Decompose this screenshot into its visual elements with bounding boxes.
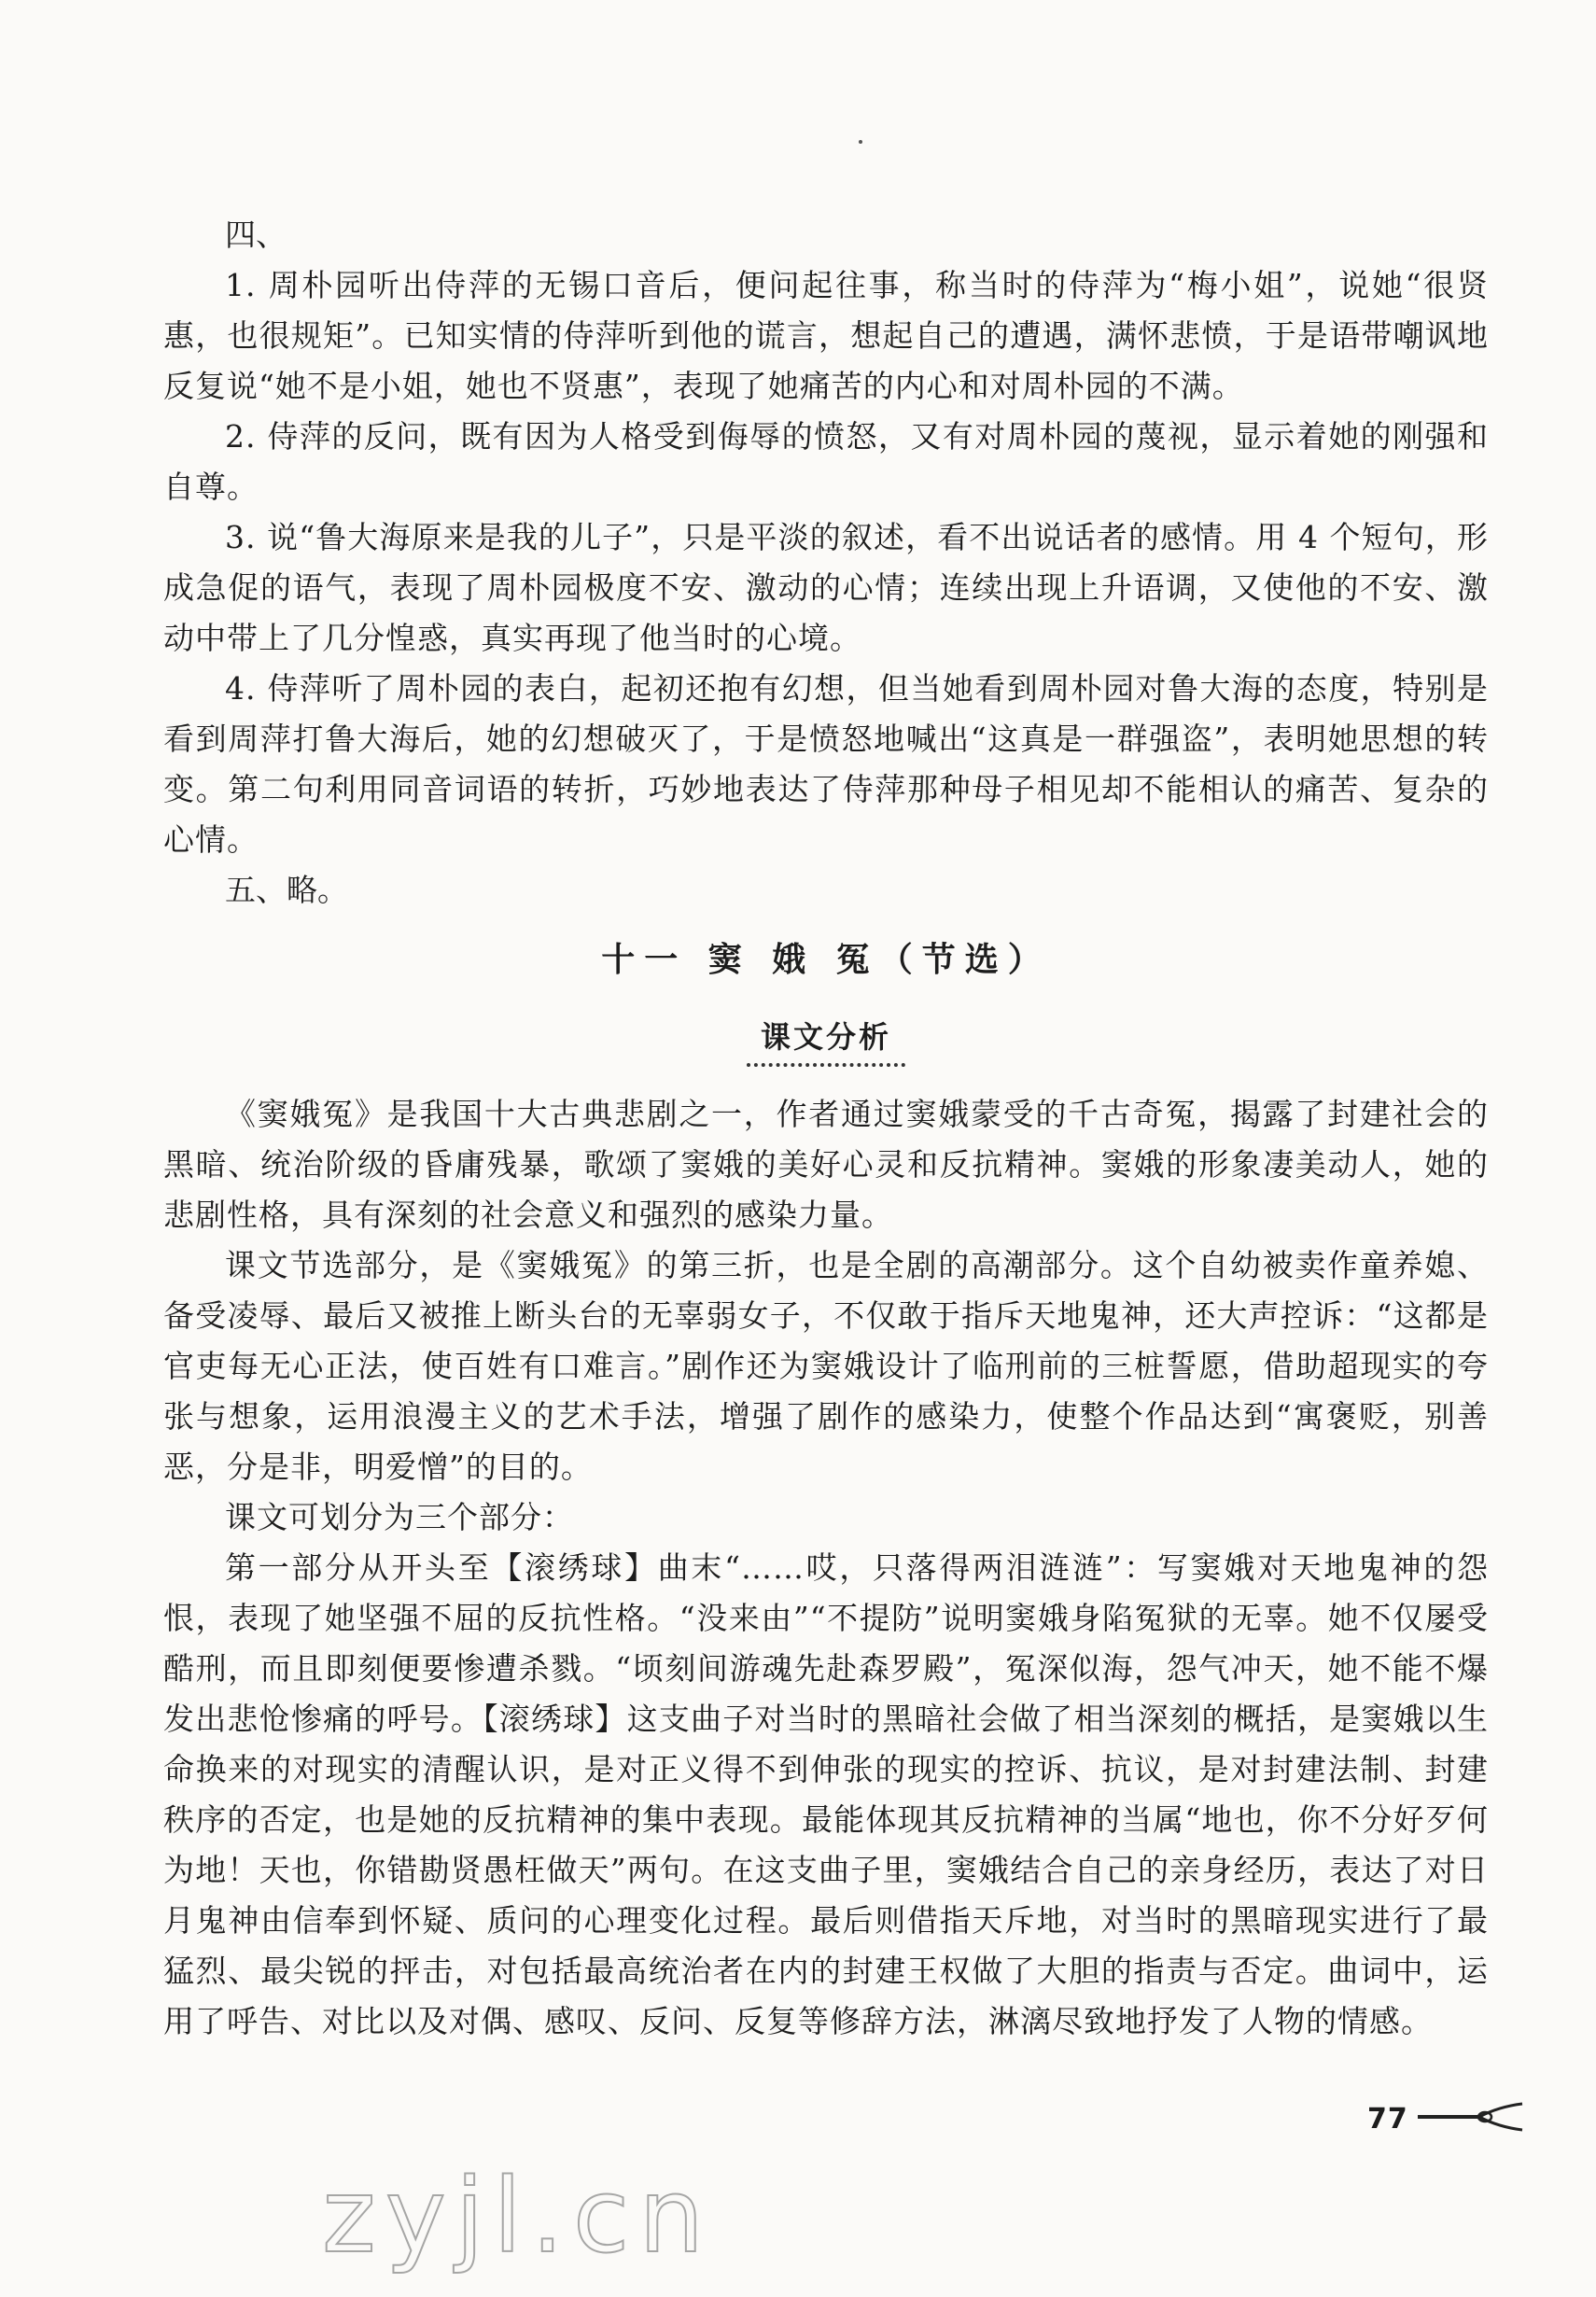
lesson-title: 十一 窦 娥 冤（节选） [601,941,1051,979]
analysis-paragraph-4: 第一部分从开头至【滚绣球】曲末“……哎，只落得两泪涟涟”：写窦娥对天地鬼神的怨恨，表现了她坚强不屈的反抗性格。“没来由”“不提防”说明窦娥身陷冤狱的无辜。她不仅屡受酷刑，而且即刻便要惨遭杀戮。“顷刻间游魂先赴森罗殿”，冤深似海，怨气冲天，她不能不爆发出悲怆惨痛的呼号。【滚绣球】这支曲子对当时的黑暗社会做了相当深刻的概括，是窦娥以生命换来的对现实的清醒认识，是对正义得不到伸张的现实的控诉、抗议，是对封建法制、封建秩序的否定，也是她的反抗精神的集中表现。最能体现其反抗精神的当属“地也，你不分好歹何为地！天也，你错勘贤愚枉做天”两句。在这支曲子里，窦娥结合自己的亲身经历，表达了对日月鬼神由信奉到怀疑、质问的心理变化过程。最后则借指天斥地，对当时的黑暗现实进行了最猛烈、最尖锐的抨击，对包括最高统治者在内的封建王权做了大胆的指责与否定。曲词中，运用了呼告、对比以及对偶、感叹、反问、反复等修辞方法，淋漓尽致地抒发了人物的情感。 [163,1549,1489,2039]
section-5-text: 五、略。 [225,872,348,908]
analysis-paragraph-1: 《窦娥冤》是我国十大古典悲剧之一，作者通过窦娥蒙受的千古奇冤，揭露了封建社会的黑暗、统治阶级的昏庸残暴，歌颂了窦娥的美好心灵和反抗精神。窦娥的形象凄美动人，她的悲剧性格，具有深刻的社会意义和强烈的感染力量。 [163,1096,1489,1233]
answer-item-2: 2. 侍萍的反问，既有因为人格受到侮辱的愤怒，又有对周朴园的蔑视，显示着她的刚强和自尊。 [163,418,1489,505]
watermark-text: zyjl.cn [322,2156,714,2276]
page-footer [1367,2100,1526,2137]
analysis-heading: 课文分析 [747,1015,905,1067]
answer-item-3: 3. 说“鲁大海原来是我的儿子”，只是平淡的叙述，看不出说话者的感情。用 4 个短句，形成急促的语气，表现了周朴园极度不安、激动的心情；连续出现上升语调，又使他的不安、激动中带上了几分惶惑，真实再现了他当时的心境。 [163,519,1489,656]
page-content [163,210,1489,2047]
section-4-heading: 四、 [225,217,287,253]
analysis-paragraph-3: 课文可划分为三个部分： [225,1499,574,1535]
speck-mark [859,140,862,144]
scissors-icon [1414,2100,1526,2137]
analysis-paragraph-2: 课文节选部分，是《窦娥冤》的第三折，也是全剧的高潮部分。这个自幼被卖作童养媳、备受凌辱、最后又被推上断头台的无辜弱女子，不仅敢于指斥天地鬼神，还大声控诉：“这都是官吏每无心正法，使百姓有口难言。”剧作还为窦娥设计了临刑前的三桩誓愿，借助超现实的夸张与想象，运用浪漫主义的艺术手法，增强了剧作的感染力，使整个作品达到“寓褒贬，别善恶，分是非，明爱憎”的目的。 [163,1247,1489,1485]
answer-item-1: 1. 周朴园听出侍萍的无锡口音后，便问起往事，称当时的侍萍为“梅小姐”，说她“很贤惠，也很规矩”。已知实情的侍萍听到他的谎言，想起自己的遭遇，满怀悲愤，于是语带嘲讽地反复说“她不是小姐，她也不贤惠”，表现了她痛苦的内心和对周朴园的不满。 [163,267,1489,404]
answer-item-4: 4. 侍萍听了周朴园的表白，起初还抱有幻想，但当她看到周朴园对鲁大海的态度，特别是看到周萍打鲁大海后，她的幻想破灭了，于是愤怒地喊出“这真是一群强盗”，表明她思想的转变。第二句利用同音词语的转折，巧妙地表达了侍萍那种母子相见却不能相认的痛苦、复杂的心情。 [163,670,1489,858]
page-number: 77 [1367,2102,1408,2136]
